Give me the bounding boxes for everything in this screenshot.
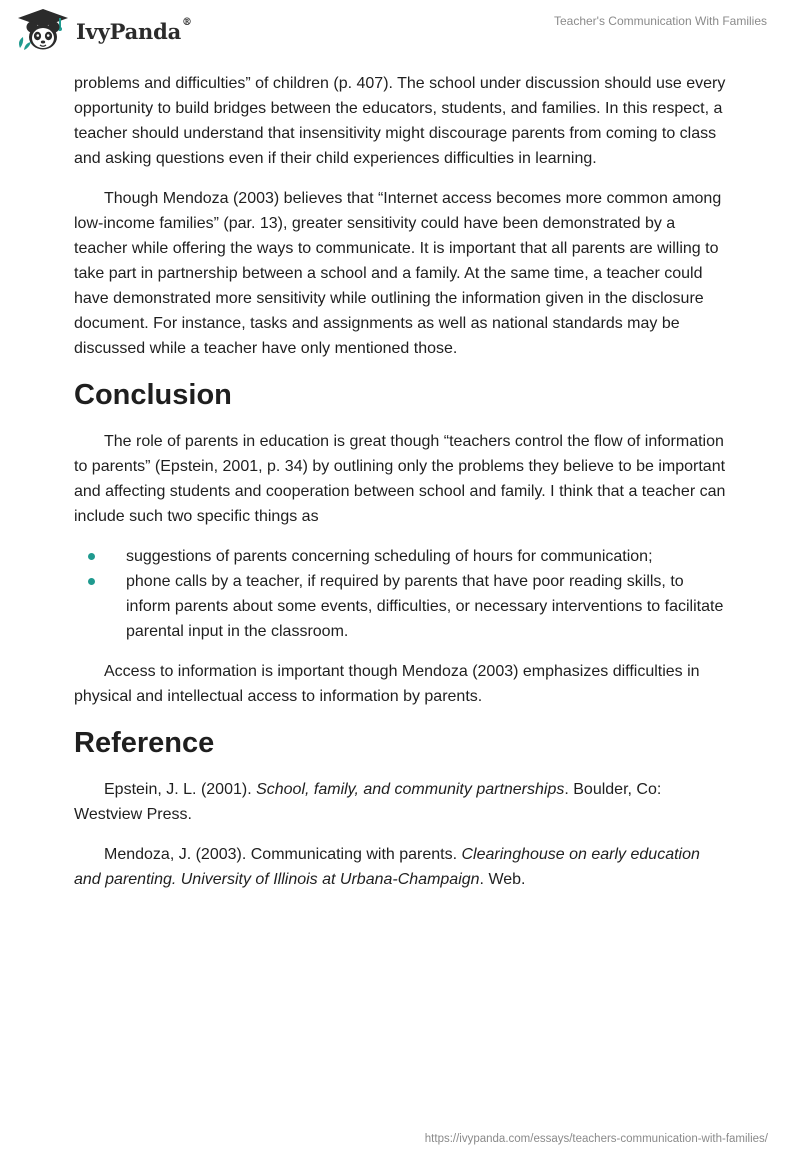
list-item [74, 544, 728, 569]
heading-conclusion: Conclusion [74, 379, 232, 411]
footer-url-link[interactable]: https://ivypanda.com/essays/teachers-communication-with-families/ [424, 1133, 768, 1145]
panda-graduate-icon [14, 8, 72, 52]
logo-wordmark [76, 16, 192, 44]
document-title: Teacher's Communication With Families [553, 14, 767, 28]
paragraph-conclusion-access: Access to information is important though Mendoza (2003) emphasizes difficulties in physical and intellectual access to information by parents. [74, 663, 700, 705]
conclusion-bullet-list [74, 544, 728, 644]
list-item [74, 569, 728, 644]
list-item-text: suggestions of parents concerning scheduling of hours for communication; [126, 548, 653, 565]
essay-content [74, 71, 728, 892]
list-item-text: phone calls by a teacher, if required by parents that have poor reading skills, to inform parents about some events, difficulties, or necessary interventions to facilitate parental input in the classroom. [126, 573, 724, 640]
reference-text: Epstein, J. L. (2001). [104, 781, 257, 798]
paragraph-continuation: problems and difficulties” of children (p. 407). The school under discussion should use every opportunity to build bridges between the educators, students, and families. In this respect, a teacher should understand that insensitivity might discourage parents from coming to class and asking questions even if their child experiences difficulties in learning. [74, 75, 726, 167]
reference-entry-epstein [74, 777, 728, 827]
paragraph-mendoza-sensitivity: Though Mendoza (2003) believes that “Internet access becomes more common among low-income families” (par. 13), greater sensitivity could have been demonstrated by a teacher while offering the ways to communicate. It is important that all parents are willing to take part in partnership between a school and a family. At the same time, a teacher could have demonstrated more sensitivity while outlining the information given in the disclosure document. For instance, tasks and assignments as well as national standards may be discussed while a teacher have only mentioned those. [74, 190, 722, 357]
bullet-dot-icon [88, 553, 95, 560]
ivypanda-logo[interactable] [14, 8, 192, 52]
paragraph-conclusion-intro: The role of parents in education is great though “teachers control the flow of information to parents” (Epstein, 2001, p. 34) by outlining only the problems they believe to be important and affecting students and cooperation between school and family. I think that a teacher can include such two specific things as [74, 433, 726, 525]
bullet-dot-icon [88, 578, 95, 585]
logo-name: IvyPanda [76, 18, 182, 44]
reference-entry-mendoza [74, 842, 728, 892]
reference-title: Clearinghouse on early education and parenting. University of Illinois at Urbana-Champaign [74, 846, 700, 888]
reference-source: . Web. [479, 871, 526, 888]
registered-mark: ® [182, 16, 192, 28]
reference-text: Mendoza, J. (2003). Communicating with parents. [104, 846, 462, 863]
heading-reference: Reference [74, 727, 215, 759]
reference-source: . Boulder, Co: Westview Press. [74, 781, 662, 823]
page-header [0, 0, 800, 60]
reference-title: School, family, and community partnerships [256, 781, 565, 798]
